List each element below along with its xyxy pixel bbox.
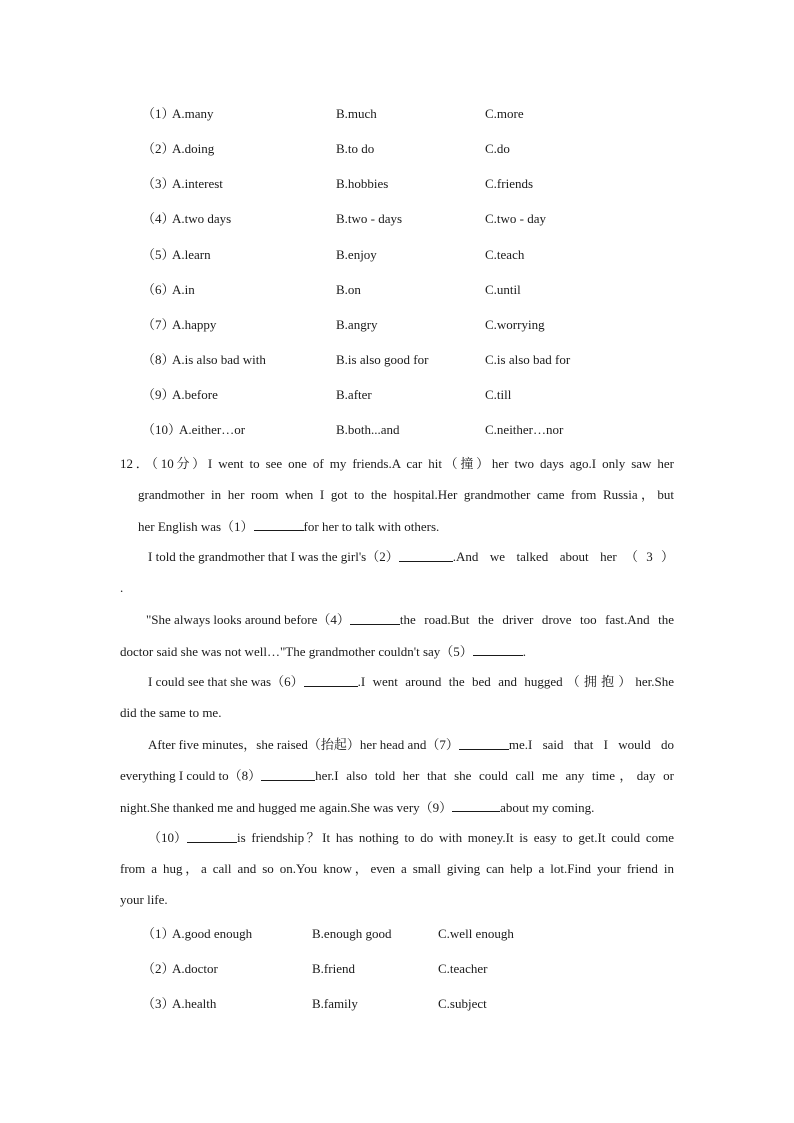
- option-b: B.hobbies: [336, 176, 389, 191]
- option-a: A.doing: [172, 141, 215, 156]
- answer-blank[interactable]: [187, 828, 237, 843]
- option-a: A.learn: [172, 247, 211, 262]
- option-number: （3）: [142, 996, 175, 1011]
- passage-line: I could see that she was（6） .I went around the bed and hugged（拥抱）her.She: [148, 674, 674, 689]
- option-a: A.good enough: [172, 926, 253, 941]
- option-number: （6）: [142, 282, 175, 297]
- option-number: （4）: [142, 211, 175, 226]
- option-a: A.before: [172, 387, 218, 402]
- option-number: （7）: [142, 317, 175, 332]
- passage-line: did the same to me.: [120, 705, 222, 720]
- option-b: B.after: [336, 387, 372, 402]
- option-a: A.many: [172, 106, 214, 121]
- option-b: B.to do: [336, 141, 375, 156]
- option-c: C.subject: [438, 996, 487, 1011]
- passage-line: your life.: [120, 892, 168, 907]
- answer-blank[interactable]: [399, 547, 453, 562]
- answer-blank[interactable]: [473, 641, 523, 656]
- option-c: C.well enough: [438, 926, 514, 941]
- answer-blank[interactable]: [261, 766, 315, 781]
- option-c: C.do: [485, 141, 510, 156]
- option-b: B.is also good for: [336, 352, 429, 367]
- option-a: A.interest: [172, 176, 223, 191]
- option-a: A.happy: [172, 317, 217, 332]
- option-number: （2）: [142, 961, 175, 976]
- option-b: B.two - days: [336, 211, 403, 226]
- option-a: A.two days: [172, 211, 232, 226]
- passage-line: .: [120, 580, 124, 595]
- option-b: B.angry: [336, 317, 378, 332]
- option-b: B.enough good: [312, 926, 392, 941]
- passage-line: doctor said she was not well…"The grandmother couldn't say（5） .: [120, 641, 526, 661]
- passage-line: from a hug，a call and so on.You know，even a small giving can help a lot.Find your friend in: [120, 861, 674, 876]
- option-number: （1）: [142, 926, 175, 941]
- option-c: C.friends: [485, 176, 534, 191]
- option-b: B.enjoy: [336, 247, 377, 262]
- passage-line: her English was（1） for her to talk with others.: [138, 516, 439, 536]
- option-number: （9）: [142, 387, 175, 402]
- option-b: B.both...and: [336, 422, 400, 437]
- answer-blank[interactable]: [254, 516, 304, 531]
- answer-blank[interactable]: [350, 610, 400, 625]
- option-c: C.teacher: [438, 961, 488, 976]
- option-c: C.is also bad for: [485, 352, 571, 367]
- option-c: C.worrying: [485, 317, 545, 332]
- passage-line: night.She thanked me and hugged me again.She was very（9） about my coming.: [120, 797, 594, 817]
- option-c: C.two - day: [485, 211, 547, 226]
- option-c: C.till: [485, 387, 512, 402]
- passage-line: "She always looks around before（4） the road.But the driver drove too fast.And the: [146, 612, 674, 627]
- option-number: （2）: [142, 141, 175, 156]
- option-c: C.neither…nor: [485, 422, 564, 437]
- passage-line: grandmother in her room when I got to the hospital.Her grandmother came from Russia，but: [138, 487, 674, 502]
- passage-line: I told the grandmother that I was the girl's（2） .And we talked about her（3）: [148, 549, 674, 564]
- option-c: C.more: [485, 106, 524, 121]
- option-number: （10）: [142, 422, 182, 437]
- option-b: B.family: [312, 996, 358, 1011]
- passage-line: （10） is friendship？It has nothing to do with money.It is easy to get.It could come: [148, 830, 674, 845]
- option-b: B.on: [336, 282, 361, 297]
- option-b: B.friend: [312, 961, 355, 976]
- answer-blank[interactable]: [452, 797, 500, 812]
- option-number: （8）: [142, 352, 175, 367]
- option-a: A.health: [172, 996, 217, 1011]
- answer-blank[interactable]: [304, 672, 358, 687]
- option-c: C.teach: [485, 247, 525, 262]
- option-number: （1）: [142, 106, 175, 121]
- option-a: A.either…or: [179, 422, 246, 437]
- option-a: A.in: [172, 282, 195, 297]
- passage-line: After five minutes，she raised（抬起）her head and（7） me.I said that I would do: [148, 737, 674, 752]
- option-a: A.doctor: [172, 961, 218, 976]
- question-header: 12．（10分）I went to see one of my friends.A car hit（撞）her two days ago.I only saw her: [120, 456, 674, 471]
- option-c: C.until: [485, 282, 521, 297]
- answer-blank[interactable]: [459, 735, 509, 750]
- option-a: A.is also bad with: [172, 352, 266, 367]
- option-number: （3）: [142, 176, 175, 191]
- option-b: B.much: [336, 106, 377, 121]
- option-number: （5）: [142, 247, 175, 262]
- passage-line: everything I could to（8） her.I also told her that she could call me any time，day or: [120, 768, 674, 783]
